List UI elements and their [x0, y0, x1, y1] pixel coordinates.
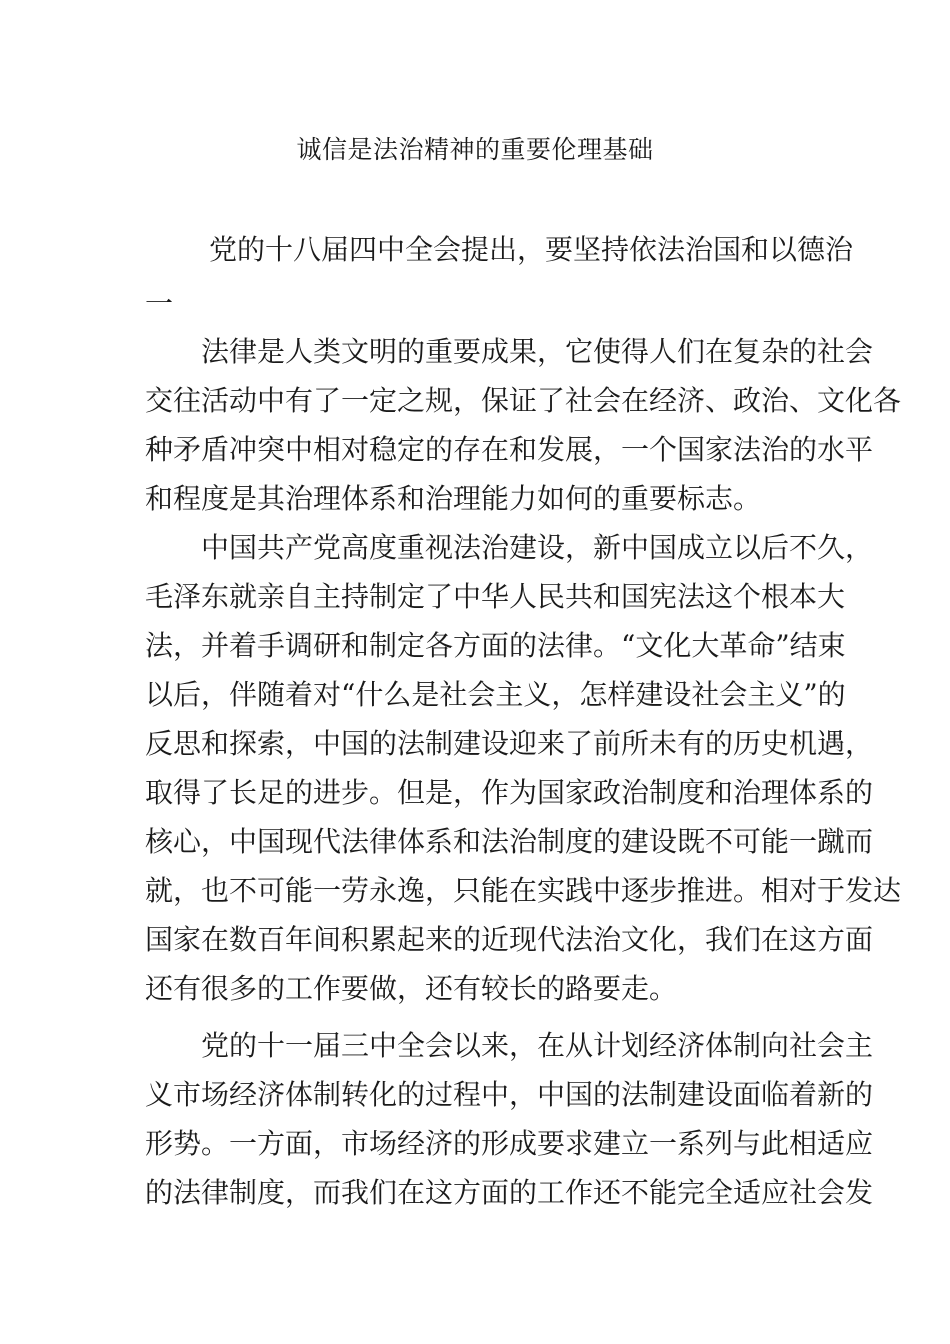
document-title: 诚信是法治精神的重要伦理基础: [296, 135, 654, 164]
paragraph-2-line-2: 交往活动中有了一定之规，保证了社会在经济、政治、文化各: [145, 384, 902, 417]
paragraph-3-line-2: 毛泽东就亲自主持制定了中华人民共和国宪法这个根本大: [145, 580, 846, 613]
paragraph-2-line-3: 种矛盾冲突中相对稳定的存在和发展，一个国家法治的水平: [145, 433, 874, 466]
paragraph-4-line-1: 党的十一届三中全会以来，在从计划经济体制向社会主: [201, 1029, 874, 1062]
paragraph-2-line-4: 和程度是其治理体系和治理能力如何的重要标志。: [145, 482, 762, 515]
paragraph-3-line-7: 核心，中国现代法律体系和法治制度的建设既不可能一蹴而: [145, 825, 874, 858]
paragraph-3-line-5: 反思和探索，中国的法制建设迎来了前所未有的历史机遇，: [145, 727, 874, 760]
paragraph-3-line-10: 还有很多的工作要做，还有较长的路要走。: [145, 972, 678, 1005]
paragraph-3-line-3: 法，并着手调研和制定各方面的法律。“文化大革命”结束: [145, 629, 846, 662]
paragraph-3-line-6: 取得了长足的进步。但是，作为国家政治制度和治理体系的: [145, 776, 874, 809]
paragraph-2-line-1: 法律是人类文明的重要成果，它使得人们在复杂的社会: [201, 335, 874, 368]
paragraph-3-line-8: 就，也不可能一劳永逸，只能在实践中逐步推进。相对于发达: [145, 874, 902, 907]
paragraph-4-line-3: 形势。一方面，市场经济的形成要求建立一系列与此相适应: [145, 1127, 874, 1160]
paragraph-4-line-4: 的法律制度，而我们在这方面的工作还不能完全适应社会发: [145, 1176, 874, 1209]
paragraph-4-line-2: 义市场经济体制转化的过程中，中国的法制建设面临着新的: [145, 1078, 874, 1111]
paragraph-1-line-2: 一: [145, 287, 174, 320]
paragraph-1-line-1: 党的十八届四中全会提出，要坚持依法治国和以德治: [209, 233, 854, 266]
paragraph-3-line-4: 以后，伴随着对“什么是社会主义，怎样建设社会主义”的: [145, 678, 846, 711]
paragraph-3-line-9: 国家在数百年间积累起来的近现代法治文化，我们在这方面: [145, 923, 874, 956]
paragraph-3-line-1: 中国共产党高度重视法治建设，新中国成立以后不久，: [201, 531, 874, 564]
